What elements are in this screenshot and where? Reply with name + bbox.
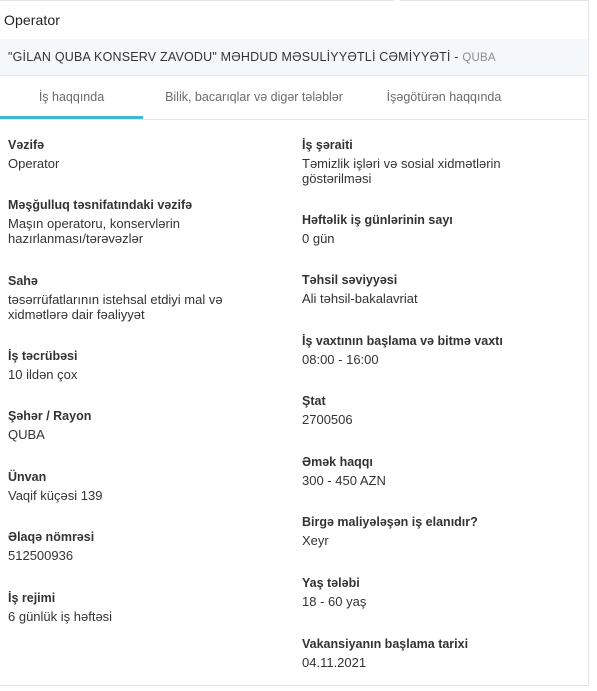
tab-skills-requirements[interactable]: Bilik, bacarıqlar və digər tələblər xyxy=(165,90,343,104)
field-label: Təhsil səviyyəsi xyxy=(302,273,398,287)
tab-about-employer[interactable]: İşəgötürən haqqında xyxy=(386,90,502,104)
field-value: Təmizlik işləri və sosial xidmətlərin göstərilməsi xyxy=(302,156,501,186)
field-value: 04.11.2021 xyxy=(302,655,367,670)
field-value: 18 - 60 yaş xyxy=(302,594,367,609)
field-position xyxy=(8,137,258,171)
company-bar xyxy=(0,39,587,76)
field-label: Birgə maliyələşən iş elanıdır? xyxy=(302,515,478,529)
field-working-hours xyxy=(302,333,557,367)
field-cofinanced xyxy=(302,514,557,548)
field-value: 300 - 450 AZN xyxy=(302,473,386,488)
field-vacancy-start-date xyxy=(302,636,557,670)
field-value: Ali təhsil-bakalavriat xyxy=(302,291,418,306)
field-value: Vaqif küçəsi 139 xyxy=(8,488,103,503)
field-value: 2700506 xyxy=(302,412,353,427)
field-value: 08:00 - 16:00 xyxy=(302,352,379,367)
field-address xyxy=(8,469,258,503)
field-city-region xyxy=(8,408,258,442)
field-label: Həftəlik iş günlərinin sayı xyxy=(302,213,453,227)
field-value: QUBA xyxy=(8,427,45,442)
field-age-requirement xyxy=(302,575,557,609)
field-weekly-workdays xyxy=(302,212,557,246)
field-label: İş şəraiti xyxy=(302,138,353,152)
field-value: 6 günlük iş həftəsi xyxy=(8,609,113,624)
tab-bar xyxy=(0,76,587,120)
field-label: İş vaxtının başlama və bitmə vaxtı xyxy=(302,334,503,348)
field-sector xyxy=(8,273,258,322)
field-value: Maşın operatoru, konservlərin hazırlanması/tərəvəzlər xyxy=(8,216,180,246)
field-classification-position xyxy=(8,197,258,246)
field-value: 10 ildən çox xyxy=(8,367,78,382)
field-value: 0 gün xyxy=(302,231,335,246)
company-name[interactable]: "GİLAN QUBA KONSERV ZAVODU" MƏHDUD MƏSULİYYƏTLİ CƏMİYYƏTİ xyxy=(8,50,451,64)
field-value: Xeyr xyxy=(302,533,329,548)
field-value: Operator xyxy=(8,156,60,171)
field-value: 512500936 xyxy=(8,548,74,563)
tab-about-job[interactable]: İş haqqında xyxy=(0,76,143,119)
field-staff-code xyxy=(302,393,557,427)
field-label: Yaş tələbi xyxy=(302,576,360,590)
field-label: İş rejimi xyxy=(8,591,56,605)
company-city: QUBA xyxy=(462,52,496,64)
field-experience xyxy=(8,348,258,382)
field-education-level xyxy=(302,272,557,306)
field-label: Əmək haqqı xyxy=(302,455,373,469)
field-label: Məşğulluq təsnifatındaki vəzifə xyxy=(8,198,193,212)
company-separator: - xyxy=(450,50,463,64)
field-salary xyxy=(302,454,557,488)
field-work-schedule xyxy=(8,590,258,624)
field-working-conditions xyxy=(302,137,557,186)
field-label: Ünvan xyxy=(8,470,47,484)
field-value: təsərrüfatlarının istehsal etdiyi mal və xidmətlərə dair fəaliyyət xyxy=(8,292,223,322)
field-label: Ştat xyxy=(302,394,326,408)
field-label: Vəzifə xyxy=(8,138,45,152)
field-label: Vakansiyanın başlama tarixi xyxy=(302,637,469,651)
field-contact-number xyxy=(8,529,258,563)
field-label: İş təcrübəsi xyxy=(8,349,78,363)
field-label: Şəhər / Rayon xyxy=(8,409,92,423)
field-label: Əlaqə nömrəsi xyxy=(8,530,95,544)
company-line xyxy=(8,50,496,64)
field-label: Sahə xyxy=(8,274,38,288)
page-title: Operator xyxy=(4,12,61,28)
